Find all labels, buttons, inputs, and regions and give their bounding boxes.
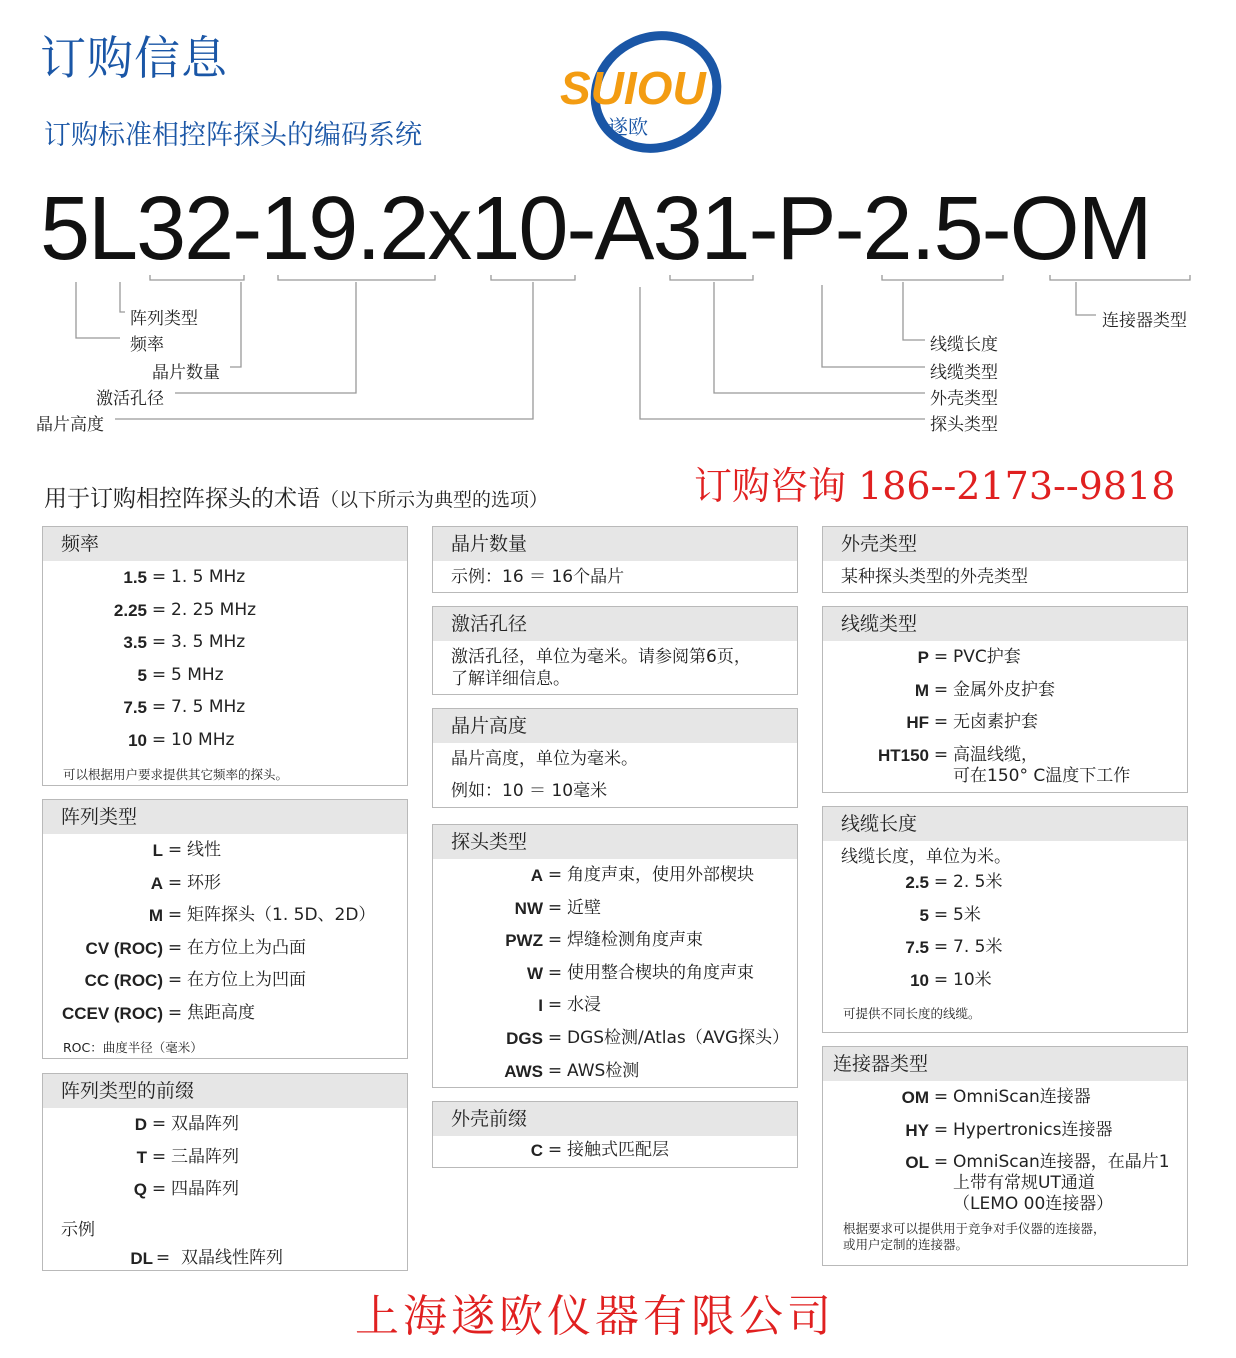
box-cable-length xyxy=(822,806,1188,1033)
row-value: 高温线缆， 可在150° C温度下工作 xyxy=(953,744,1131,786)
row-value: 使用整合楔块的角度声束 xyxy=(567,962,754,983)
row-key: HT150 xyxy=(877,745,929,765)
box-title: 线缆类型 xyxy=(823,607,1187,641)
row-equals: = xyxy=(167,905,183,926)
row-key: Q xyxy=(133,1180,147,1200)
list-row xyxy=(43,905,407,938)
list-row xyxy=(43,970,407,1003)
row-value: 在方位上为凹面 xyxy=(187,970,306,991)
box-elevation xyxy=(432,708,798,808)
box-title: 阵列类型 xyxy=(43,800,407,834)
list-row xyxy=(823,970,1187,1003)
frequency-note: 可以根据用户要求提供其它频率的探头。 xyxy=(63,766,289,782)
row-equals: = xyxy=(547,930,563,951)
row-key: CCEV (ROC) xyxy=(61,1003,163,1023)
row-value: 1. 5 MHz xyxy=(171,567,246,587)
list-row xyxy=(43,840,407,873)
list-row xyxy=(43,1003,407,1036)
row-equals: = xyxy=(151,632,167,653)
connector-note: 根据要求可以提供用于竞争对手仪器的连接器， 或用户定制的连接器。 xyxy=(843,1221,1106,1253)
hotline-text: 订购咨询 186--2173--9818 xyxy=(694,464,1176,508)
row-key: L xyxy=(152,841,163,860)
row-equals: = xyxy=(933,712,949,733)
connector-list xyxy=(823,1081,1187,1215)
row-value: 焦距高度 xyxy=(187,1002,255,1023)
row-equals: = xyxy=(167,970,183,991)
row-equals: = xyxy=(547,865,563,885)
housing-prefix-list xyxy=(433,1136,797,1166)
elements-text: 示例：16 ＝ 16个晶片 xyxy=(451,567,625,587)
row-equals: = xyxy=(933,904,949,925)
row-key: A xyxy=(150,873,163,893)
list-row xyxy=(43,632,407,665)
box-housing xyxy=(822,526,1188,593)
section-title-main: 用于订购相控阵探头的术语 xyxy=(44,486,320,512)
page-subtitle: 订购标准相控阵探头的编码系统 xyxy=(44,120,422,151)
row-equals: = xyxy=(155,1247,171,1268)
row-key: CC (ROC) xyxy=(84,971,163,991)
row-key: CV (ROC) xyxy=(85,938,163,958)
row-equals: = xyxy=(167,840,183,860)
label-cable-type: 线缆类型 xyxy=(930,363,998,383)
list-row xyxy=(823,712,1187,745)
frequency-list xyxy=(43,561,407,763)
list-row xyxy=(433,995,797,1028)
list-row xyxy=(433,1061,797,1094)
row-key: P xyxy=(917,648,929,667)
row-value: 线性 xyxy=(187,840,221,860)
row-key: 2.5 xyxy=(905,873,929,892)
row-value: 矩阵探头（1. 5D、2D） xyxy=(187,905,376,926)
row-equals: = xyxy=(151,664,167,685)
row-key: NW xyxy=(514,898,543,918)
row-key: W xyxy=(526,963,543,983)
box-title: 晶片高度 xyxy=(433,709,797,743)
row-equals: = xyxy=(933,679,949,700)
row-value: 接触式匹配层 xyxy=(567,1140,669,1160)
list-row xyxy=(433,1028,797,1061)
list-row xyxy=(43,1179,407,1212)
list-row xyxy=(43,665,407,698)
box-frequency xyxy=(42,526,408,786)
row-value: 10 MHz xyxy=(171,729,235,750)
probe-code: 5L32-19.2x10-A31-P-2.5-OM xyxy=(40,179,1151,279)
row-equals: = xyxy=(151,599,167,620)
array-type-note: ROC：曲度半径（毫米） xyxy=(63,1039,203,1055)
box-title: 外壳前缀 xyxy=(433,1102,797,1136)
row-value: 3. 5 MHz xyxy=(171,632,246,653)
housing-text: 某种探头类型的外壳类型 xyxy=(841,567,1028,587)
row-equals: = xyxy=(933,1087,949,1107)
label-aperture: 激活孔径 xyxy=(96,389,164,409)
cable-type-list xyxy=(823,641,1187,787)
cable-length-note: 可提供不同长度的线缆。 xyxy=(843,1006,981,1022)
array-type-list xyxy=(43,834,407,1036)
box-title: 线缆长度 xyxy=(823,807,1187,841)
list-row xyxy=(43,1147,407,1180)
box-housing-prefix xyxy=(432,1101,798,1168)
row-equals: = xyxy=(933,937,949,958)
row-key: HY xyxy=(905,1120,929,1140)
row-value: AWS检测 xyxy=(567,1060,640,1081)
row-value: 7. 5 MHz xyxy=(171,697,246,718)
section-title-sub: （以下所示为典型的选项） xyxy=(320,489,549,511)
row-value: 双晶阵列 xyxy=(171,1114,239,1134)
list-row xyxy=(823,937,1187,970)
row-value: 在方位上为凸面 xyxy=(187,937,306,958)
label-cable-length: 线缆长度 xyxy=(930,335,998,355)
row-key: HF xyxy=(906,713,929,733)
list-row xyxy=(823,1120,1187,1153)
row-value: 三晶阵列 xyxy=(171,1146,239,1167)
label-frequency: 频率 xyxy=(130,335,164,355)
prefix-example-row xyxy=(43,1246,407,1269)
row-value: 角度声束，使用外部楔块 xyxy=(567,865,754,885)
label-array-type: 阵列类型 xyxy=(130,309,198,329)
probe-type-list xyxy=(433,859,797,1093)
label-elements: 晶片数量 xyxy=(152,363,220,383)
row-key: 7.5 xyxy=(123,698,147,718)
row-equals: = xyxy=(151,1114,167,1134)
box-title: 阵列类型的前缀 xyxy=(43,1074,407,1108)
row-key: 10 xyxy=(910,970,929,990)
box-cable-type xyxy=(822,606,1188,793)
row-value: 焊缝检测角度声束 xyxy=(567,930,703,951)
row-key: M xyxy=(914,680,929,700)
row-key: C xyxy=(530,1141,543,1160)
row-key: 5 xyxy=(919,905,929,925)
elevation-text: 晶片高度，单位为毫米。 xyxy=(451,749,638,769)
row-value: 双晶线性阵列 xyxy=(181,1247,283,1268)
row-key: 5 xyxy=(137,665,147,685)
page-title: 订购信息 xyxy=(40,31,228,85)
box-title: 连接器类型 xyxy=(823,1047,1187,1081)
row-equals: = xyxy=(933,1119,949,1140)
list-row xyxy=(433,930,797,963)
section-title xyxy=(44,480,548,513)
list-row xyxy=(43,600,407,633)
box-title: 外壳类型 xyxy=(823,527,1187,561)
cable-length-list xyxy=(823,868,1187,1002)
row-equals: = xyxy=(151,697,167,718)
row-equals: = xyxy=(933,872,949,892)
box-title: 激活孔径 xyxy=(433,607,797,641)
row-key: OL xyxy=(905,1153,929,1173)
prefix-example-label: 示例 xyxy=(61,1219,95,1240)
box-aperture xyxy=(432,606,798,695)
list-row xyxy=(823,680,1187,713)
row-value: 5米 xyxy=(953,904,981,925)
row-equals: = xyxy=(151,1146,167,1167)
list-row xyxy=(43,938,407,971)
row-value: 水浸 xyxy=(567,995,601,1016)
label-elevation: 晶片高度 xyxy=(36,415,104,435)
row-equals: = xyxy=(547,897,563,918)
row-key: AWS xyxy=(504,1061,543,1081)
row-value: 金属外皮护套 xyxy=(953,679,1055,700)
row-equals: = xyxy=(933,744,949,765)
row-key: T xyxy=(136,1147,147,1167)
footer-company-name: 上海遂欧仪器有限公司 xyxy=(355,1291,835,1342)
row-value: Hypertronics连接器 xyxy=(953,1119,1113,1140)
list-row xyxy=(823,905,1187,938)
row-equals: = xyxy=(151,1179,167,1200)
logo-subtext: 遂欧 xyxy=(608,115,648,139)
row-value: DGS检测/Atlas（AVG探头） xyxy=(567,1027,790,1048)
list-row xyxy=(43,1114,407,1147)
box-title: 晶片数量 xyxy=(433,527,797,561)
list-row xyxy=(823,1087,1187,1120)
row-key: I xyxy=(538,996,543,1016)
row-key: OM xyxy=(901,1088,929,1107)
cable-length-text: 线缆长度，单位为米。 xyxy=(841,847,1011,867)
list-row xyxy=(43,567,407,600)
list-row xyxy=(433,963,797,996)
box-title: 频率 xyxy=(43,527,407,561)
list-row xyxy=(823,872,1187,905)
row-key: M xyxy=(148,906,163,926)
row-value: 四晶阵列 xyxy=(171,1179,239,1200)
row-equals: = xyxy=(547,1060,563,1081)
row-value: 7. 5米 xyxy=(953,937,1003,958)
list-row xyxy=(433,1140,797,1166)
list-row xyxy=(433,898,797,931)
row-equals: = xyxy=(933,647,949,667)
row-value: 10米 xyxy=(953,969,992,990)
list-row xyxy=(43,873,407,906)
row-value: OmniScan连接器，在晶片1 上带有常规UT通道 （LEMO 00连接器） xyxy=(953,1152,1170,1215)
row-equals: = xyxy=(547,1027,563,1048)
logo-text: SUIOU xyxy=(560,62,706,114)
row-key: 1.5 xyxy=(123,568,147,587)
row-key: 10 xyxy=(128,730,147,750)
box-connector xyxy=(822,1046,1188,1266)
row-equals: = xyxy=(547,962,563,983)
row-value: 无卤素护套 xyxy=(953,712,1038,733)
row-equals: = xyxy=(167,1002,183,1023)
row-equals: = xyxy=(167,937,183,958)
row-value: 环形 xyxy=(187,872,221,893)
label-housing: 外壳类型 xyxy=(930,389,998,409)
row-equals: = xyxy=(933,1152,949,1173)
row-equals: = xyxy=(547,1140,563,1160)
list-row xyxy=(433,865,797,898)
aperture-text: 激活孔径，单位为毫米。请参阅第6页， 了解详细信息。 xyxy=(451,647,751,689)
row-value: PVC护套 xyxy=(953,647,1021,667)
row-value: OmniScan连接器 xyxy=(953,1087,1091,1107)
elevation-example: 例如：10 ＝ 10毫米 xyxy=(451,781,608,801)
row-key: A xyxy=(530,866,543,885)
row-value: 2. 5米 xyxy=(953,872,1003,892)
row-equals: = xyxy=(151,567,167,587)
label-connector: 连接器类型 xyxy=(1102,311,1187,331)
box-probe-type xyxy=(432,824,798,1088)
prefix-list xyxy=(43,1108,407,1212)
box-title: 探头类型 xyxy=(433,825,797,859)
row-key: 7.5 xyxy=(905,938,929,958)
box-elements xyxy=(432,526,798,593)
row-key: DGS xyxy=(506,1028,543,1048)
row-equals: = xyxy=(151,729,167,750)
row-key: D xyxy=(134,1115,147,1134)
row-value: 5 MHz xyxy=(171,664,224,685)
list-row xyxy=(43,730,407,763)
box-array-type xyxy=(42,799,408,1059)
row-value: 近壁 xyxy=(567,897,601,918)
row-equals: = xyxy=(933,969,949,990)
label-probe-type: 探头类型 xyxy=(930,415,998,435)
list-row xyxy=(823,745,1187,787)
row-value: 2. 25 MHz xyxy=(171,599,257,620)
list-row xyxy=(823,647,1187,680)
row-key: 3.5 xyxy=(123,633,147,653)
row-equals: = xyxy=(167,872,183,893)
row-key: PWZ xyxy=(505,931,543,951)
row-key: DL xyxy=(130,1248,153,1268)
row-equals: = xyxy=(547,995,563,1016)
box-prefix xyxy=(42,1073,408,1271)
row-key: 2.25 xyxy=(113,600,147,620)
list-row xyxy=(823,1152,1187,1215)
list-row xyxy=(43,697,407,730)
